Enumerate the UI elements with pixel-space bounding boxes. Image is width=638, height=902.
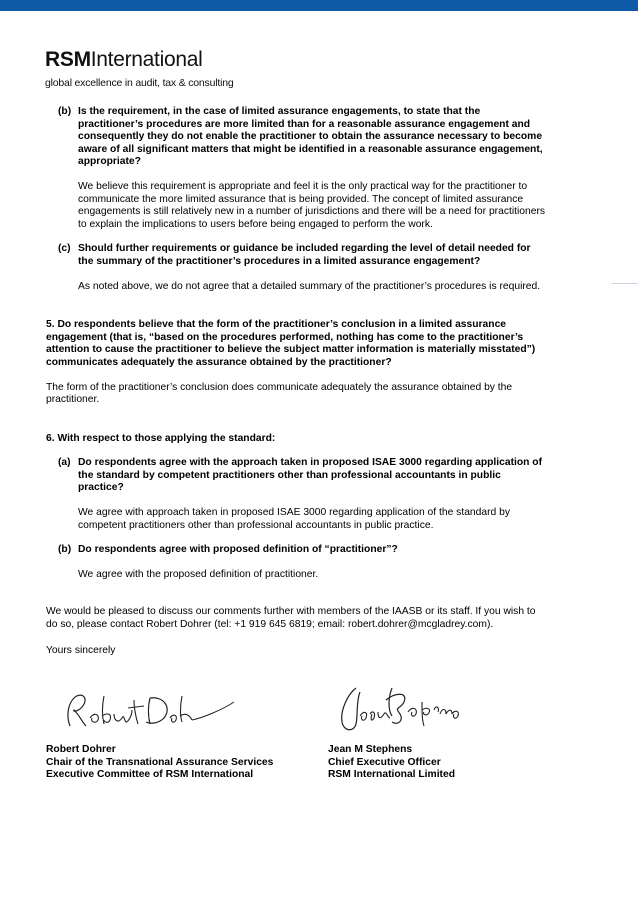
answer-6b: We agree with the proposed definition of practitioner.	[78, 568, 319, 580]
question-text: Is the requirement, in the case of limited assurance engagements, to state that the practitioner’s procedures are more limited than for a reasonable assurance engagement and consequently they do not enable the practitioner to obtain the assurance necessary to become aware of all significant matters that might be identified in a reasonable assurance engagement, appropriate?	[78, 106, 543, 168]
logo-rsm: RSM	[45, 48, 91, 71]
answer-5: The form of the practitioner’s conclusion does communicate adequately the assurance obtained by the practitioner.	[46, 381, 513, 406]
logo-tagline: global excellence in audit, tax & consulting	[45, 77, 234, 89]
question-6b	[46, 544, 546, 557]
section-6-heading: 6. With respect to those applying the standard:	[46, 432, 276, 444]
question-label: (c)	[58, 243, 71, 255]
answer-4c: As noted above, we do not agree that a detailed summary of the practitioner’s procedures is required.	[78, 280, 541, 292]
answer-6a: We agree with approach taken in proposed ISAE 3000 regarding application of the standard by competent practitioners other than professional accountants in public practice.	[78, 507, 510, 531]
signatory-title: Chair of the Transnational Assurance Services	[46, 756, 274, 768]
signatory-jean-stephens	[328, 744, 455, 782]
signatory-name: Robert Dohrer	[46, 744, 116, 755]
logo-international: International	[90, 48, 203, 71]
question-label: (b)	[58, 544, 72, 556]
brand-top-bar	[0, 0, 638, 11]
signatory-title: Chief Executive Officer	[328, 756, 441, 768]
question-label: (a)	[58, 457, 71, 469]
question-4c	[46, 243, 546, 268]
signature-robert-dohrer	[52, 686, 242, 736]
salutation: Yours sincerely	[46, 644, 116, 656]
signatory-name: Jean M Stephens	[328, 744, 413, 755]
question-label: (b)	[58, 106, 72, 117]
question-6a	[46, 457, 546, 495]
question-5: 5. Do respondents believe that the form of the practitioner’s conclusion in a limited assurance engagement (that is, “based on the procedures performed, nothing has come to the practitioner’s attention to cause the practitioner to believe the subject matter information is materially misstated”) communicates adequately the assurance obtained by the practitioner?	[46, 319, 536, 368]
answer-4b: We believe this requirement is appropriate and feel it is the only practical way for the practitioner to communicate the more limited assurance that is being provided. The concept of limited assurance engagements is still relatively new in a number of jurisdictions and there will be a need for practitioners to explain the implications to users before being engaged to perform the work.	[78, 180, 546, 230]
signatory-robert-dohrer	[46, 744, 273, 782]
closing-paragraph: We would be pleased to discuss our comments further with members of the IAASB or its staff. If you wish to do so, please contact Robert Dohrer (tel: +1 919 645 6819; email: robert.dohrer@mcgladrey.com).	[46, 606, 536, 631]
question-text: Do respondents agree with proposed definition of “practitioner”?	[78, 544, 398, 556]
letter-body	[46, 106, 546, 657]
signatory-title: Executive Committee of RSM International	[46, 769, 254, 781]
question-text: Do respondents agree with the approach taken in proposed ISAE 3000 regarding application of the standard by competent practitioners other than professional accountants in public practice?	[78, 457, 543, 494]
edge-line	[612, 283, 638, 284]
question-text: Should further requirements or guidance be included regarding the level of detail needed for the summary of the practitioner’s procedures in a limited assurance engagement?	[78, 243, 531, 267]
signature-jean-stephens	[330, 680, 470, 738]
signatory-title: RSM International Limited	[328, 769, 456, 781]
rsm-logo	[45, 49, 234, 89]
logo-wordmark	[45, 49, 234, 71]
question-4b	[46, 106, 546, 169]
